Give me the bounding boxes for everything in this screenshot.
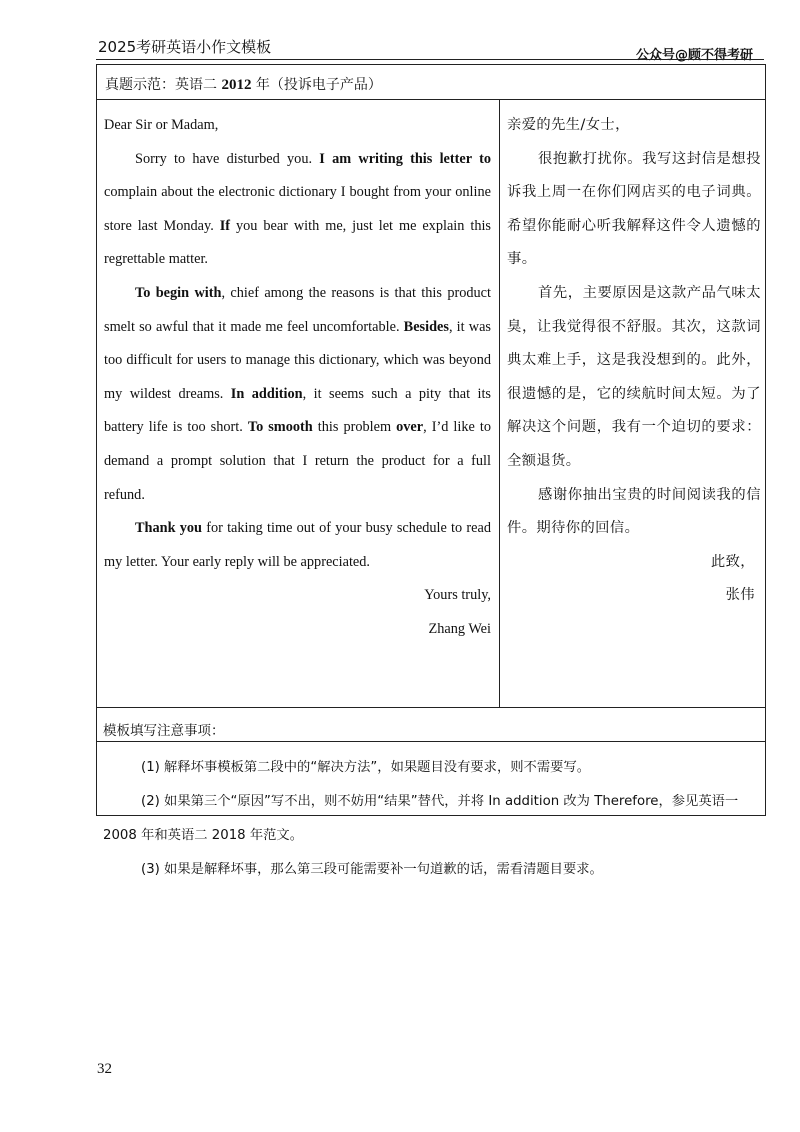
title-prefix: 真题示范：英语二 <box>105 77 222 93</box>
title-year: 2012 <box>221 77 252 93</box>
bold-phrase: To smooth <box>247 419 313 436</box>
bold-phrase: I am writing this letter to <box>319 150 491 167</box>
text-run: Sorry to have disturbed you. <box>135 150 320 167</box>
header-rule <box>96 59 764 60</box>
chinese-paragraph-2: 首先，主要原因是这款产品气味太臭，让我觉得很不舒服。其次，这款词典太难上手，这是我没想到的。此外，很遗憾的是，它的续航时间太短。为了解决这个问题，我有一个迫切的要求：全额退货。 <box>507 284 761 469</box>
text-run: , I’d like to demand a prompt solution that I return the product for a full refund. <box>104 419 492 503</box>
text-run: , it seems such a pity that its battery life is too short. <box>104 385 491 436</box>
text-run: for taking time out of your busy schedule to read my letter. Your early reply will be appreciated. <box>104 520 491 570</box>
title-divider <box>97 99 765 100</box>
chinese-letter <box>507 109 761 613</box>
chinese-paragraph-3: 感谢你抽出宝贵的时间阅读我的信件。期待你的回信。 <box>507 486 761 537</box>
english-paragraph-1 <box>104 143 491 277</box>
template-table <box>96 64 766 877</box>
text-run: complain about the electronic dictionary I bought from your online store last Monday. <box>104 184 491 234</box>
english-salutation: Dear Sir or Madam, <box>104 117 219 133</box>
note-item: (3) 如果是解释坏事，那么第三段可能需要补一句道歉的话，需看清题目要求。 <box>141 862 603 877</box>
english-paragraph-2 <box>104 277 491 512</box>
title-suffix: 年（投诉电子产品） <box>251 77 382 93</box>
text-run: you bear with me, just let me explain this regrettable matter. <box>104 217 491 268</box>
chinese-closing: 此致， <box>710 553 755 570</box>
chinese-salutation: 亲爱的先生/女士， <box>507 117 630 133</box>
english-signature: Zhang Wei <box>428 620 491 637</box>
header-right-watermark: 公众号@顾不得考研 <box>636 48 754 63</box>
text-run: , chief among the reasons is that this product smelt so awful that it made me feel uncomfortable. <box>104 284 491 335</box>
bold-phrase: over <box>396 419 424 436</box>
bold-phrase: To begin with <box>135 284 222 301</box>
header-left-title: 2025考研英语小作文模板 <box>98 38 272 56</box>
text-run: this problem <box>312 419 397 436</box>
column-divider <box>499 99 500 707</box>
english-letter <box>104 109 491 647</box>
notes-title-divider <box>97 741 765 742</box>
note-item: (1) 解释坏事模板第二段中的“解决方法”，如果题目没有要求，则不需要写。 <box>141 760 591 775</box>
notes-title: 模板填写注意事项： <box>103 723 225 739</box>
page-number: 32 <box>97 1061 112 1077</box>
notes-top-divider <box>97 707 765 708</box>
note-item: (2) 如果第三个“原因”写不出，则不妨用“结果”替代，并将 In addition 改为 Therefore，参见英语一 2008 年和英语二 2018 年范文。 <box>103 794 739 843</box>
table-title <box>105 74 382 94</box>
bold-phrase: If <box>219 217 231 234</box>
chinese-signature: 张伟 <box>725 587 755 604</box>
english-closing: Yours truly, <box>424 587 491 604</box>
bold-phrase: Besides <box>403 318 449 335</box>
english-paragraph-3 <box>104 512 491 579</box>
bold-phrase: In addition <box>230 385 303 402</box>
notes-list <box>103 751 759 887</box>
bold-phrase: Thank you <box>135 520 202 537</box>
chinese-paragraph-1: 很抱歉打扰你。我写这封信是想投诉我上周一在你们网店买的电子词典。希望你能耐心听我解释这件令人遗憾的事。 <box>507 150 761 268</box>
text-run: , it was too difficult for users to manage this dictionary, which was beyond my wildest dreams. <box>104 318 491 402</box>
